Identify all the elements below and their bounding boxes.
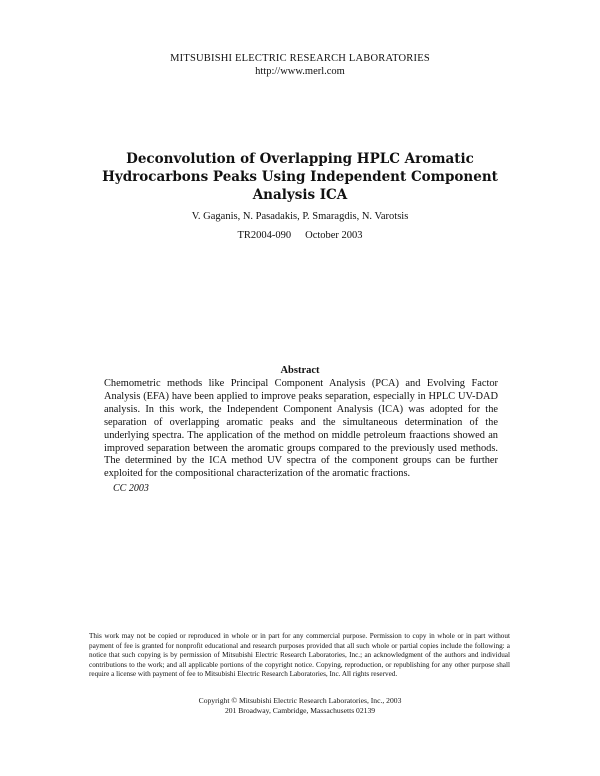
title-line-3: Analysis ICA xyxy=(252,187,348,203)
address-line: 201 Broadway, Cambridge, Massachusetts 02139 xyxy=(224,705,376,715)
copyright-line: Copyright © Mitsubishi Electric Research Laboratories, Inc., 2003 xyxy=(198,696,402,705)
title-line-2: Hydrocarbons Peaks Using Independent Component xyxy=(102,169,498,185)
abstract-text: Chemometric methods like Principal Component Analysis (PCA) and Evolving Factor Analysis (EFA) have been applied to improve peaks separation, especially in HPLC UV-DAD analysis. In this work, the Independent Component Analysis (ICA) was adopted for the separation of overlapping aromatic peaks and the simultaneous determination of the underlying spectra. The application of the method on middle petroleum fraactions showed an improved separation between the aromatic groups compared to the previously used methods. The determined by the ICA method UV spectra of the component groups can be further exploited for the compositional characterization of the aromatic fractions. xyxy=(104,378,498,480)
lab-url: http://www.merl.com xyxy=(255,66,345,77)
copyright-footer xyxy=(0,696,600,716)
cc-line: CC 2003 xyxy=(113,483,149,494)
abstract-heading: Abstract xyxy=(280,365,320,376)
author-list: V. Gaganis, N. Pasadakis, P. Smaragdis, N. Varotsis xyxy=(191,211,409,222)
copyright-notice: This work may not be copied or reproduced in whole or in part for any commercial purpose. Permission to copy in whole or in part without payment of fee is granted for nonprofit educational and research purposes provided that all such whole or partial copies include the following: a notice that such copying is by permission of Mitsubishi Electric Research Laboratories, Inc.; an acknowledgment of the authors and individual contributions to the work; and all applicable portions of the copyright notice. Copying, reproduction, or republishing for any other purpose shall require a license with payment of fee to Mitsubishi Electric Research Laboratories, Inc. All rights reserved. xyxy=(89,632,510,679)
paper-title xyxy=(100,150,500,204)
title-line-1: Deconvolution of Overlapping HPLC Aromatic xyxy=(126,151,474,167)
report-date: October 2003 xyxy=(305,230,363,241)
report-info xyxy=(0,230,600,241)
report-number: TR2004-090 xyxy=(237,230,292,241)
lab-name: MITSUBISHI ELECTRIC RESEARCH LABORATORIES xyxy=(170,53,430,64)
